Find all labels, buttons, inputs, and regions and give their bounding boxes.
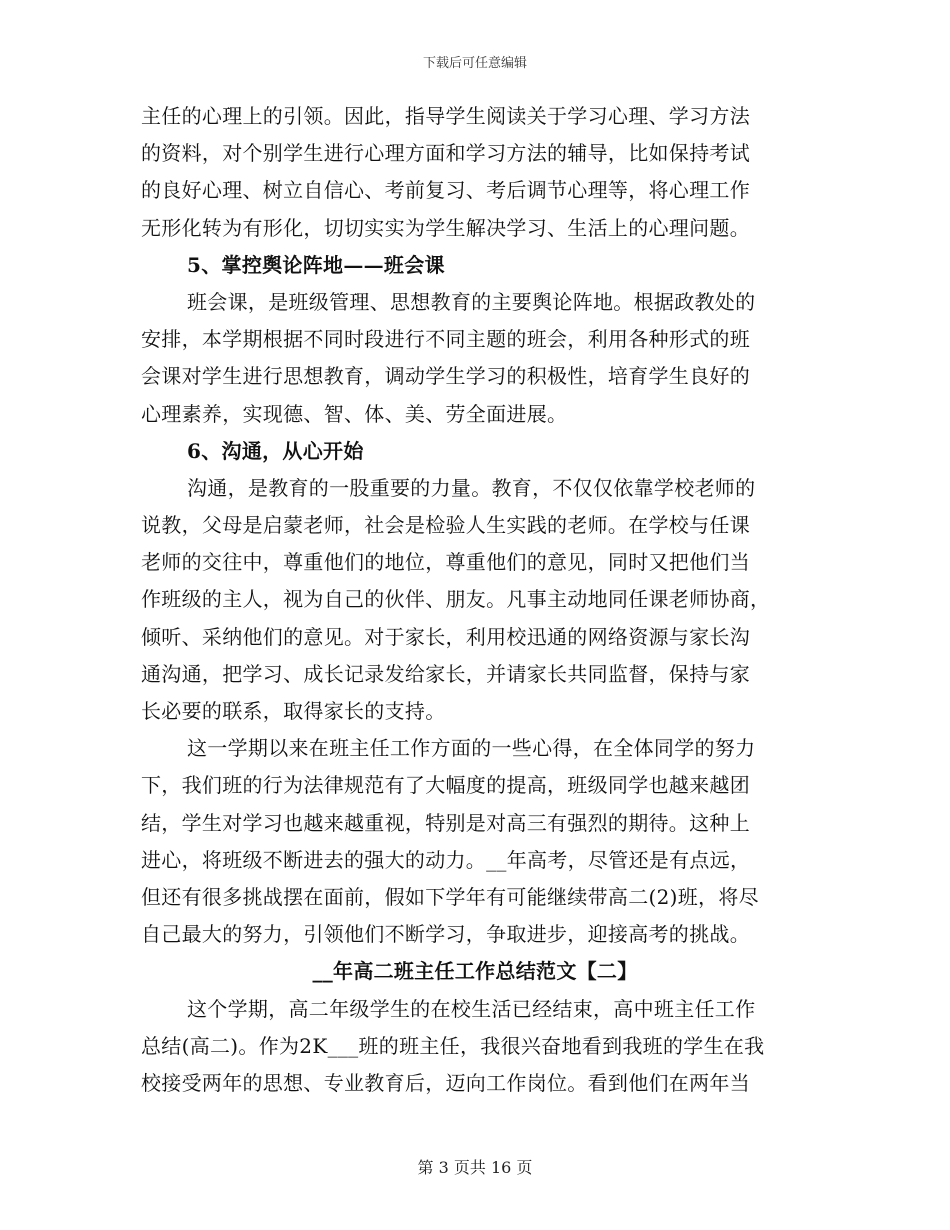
page-footer: 第 3 页共 16 页 [417, 1158, 533, 1177]
text-line: 长必要的联系，取得家长的支持。 [141, 699, 446, 723]
text-line: 倾听、采纳他们的意见。对于家长，利用校迅通的网络资源与家长沟 [141, 624, 750, 649]
text-line: 沟通，是教育的一股重要的力量。教育，不仅仅依靠学校老师的 [187, 475, 756, 500]
section-heading: 5、掌控舆论阵地——班会课 [187, 252, 445, 277]
text-line: 总结(高二)。作为2K___班的班主任，我很兴奋地看到我班的学生在我 [141, 1033, 765, 1058]
text-line: 老师的交往中，尊重他们的地位，尊重他们的意见，同时又把他们当 [141, 550, 750, 575]
text-line: 的良好心理、树立自信心、考前复习、考后调节心理等，将心理工作 [141, 178, 750, 203]
text-line: 结，学生对学习也越来越重视，特别是对高三有强烈的期待。这种上 [141, 810, 750, 835]
text-line: 主任的心理上的引领。因此，指导学生阅读关于学习心理、学习方法 [141, 104, 750, 128]
text-line: 的资料，对个别学生进行心理方面和学习方法的辅导，比如保持考试 [141, 141, 750, 166]
text-line: 进心，将班级不断进去的强大的动力。__年高考，尽管还是有点远， [141, 847, 751, 872]
text-line: 但还有很多挑战摆在面前，假如下学年有可能继续带高二(2)班，将尽 [141, 884, 759, 909]
text-line: 自己最大的努力，引领他们不断学习，争取进步，迎接高考的挑战。 [141, 922, 750, 947]
section-title: __年高二班主任工作总结范文【二】 [312, 959, 638, 984]
page-header: 下载后可任意编辑 [422, 56, 527, 71]
text-line: 会课对学生进行思想教育，调动学生学习的积极性，培育学生良好的 [141, 364, 750, 389]
text-line: 作班级的主人，视为自己的伙伴、朋友。凡事主动地同任课老师协商， [141, 587, 771, 612]
text-line: 说教，父母是启蒙老师，社会是检验人生实践的老师。在学校与任课 [141, 513, 750, 538]
text-line: 下，我们班的行为法律规范有了大幅度的提高，班级同学也越来越团 [141, 773, 750, 798]
text-line: 校接受两年的思想、专业教育后，迈向工作岗位。看到他们在两年当 [141, 1070, 750, 1095]
text-line: 通沟通，把学习、成长记录发给家长，并请家长共同监督，保持与家 [141, 661, 750, 686]
section-heading: 6、沟通，从心开始 [187, 438, 364, 463]
text-line: 这一学期以来在班主任工作方面的一些心得，在全体同学的努力 [187, 736, 756, 761]
text-line: 安排，本学期根据不同时段进行不同主题的班会，利用各种形式的班 [141, 327, 750, 352]
text-line: 无形化转为有形化，切切实实为学生解决学习、生活上的心理问题。 [141, 215, 750, 240]
text-line: 班会课，是班级管理、思想教育的主要舆论阵地。根据政教处的 [187, 289, 756, 314]
document-body [141, 98, 809, 1102]
text-line: 心理素养，实现德、智、体、美、劳全面进展。 [141, 401, 568, 426]
text-line: 这个学期，高二年级学生的在校生活已经结束，高中班主任工作 [187, 996, 756, 1021]
